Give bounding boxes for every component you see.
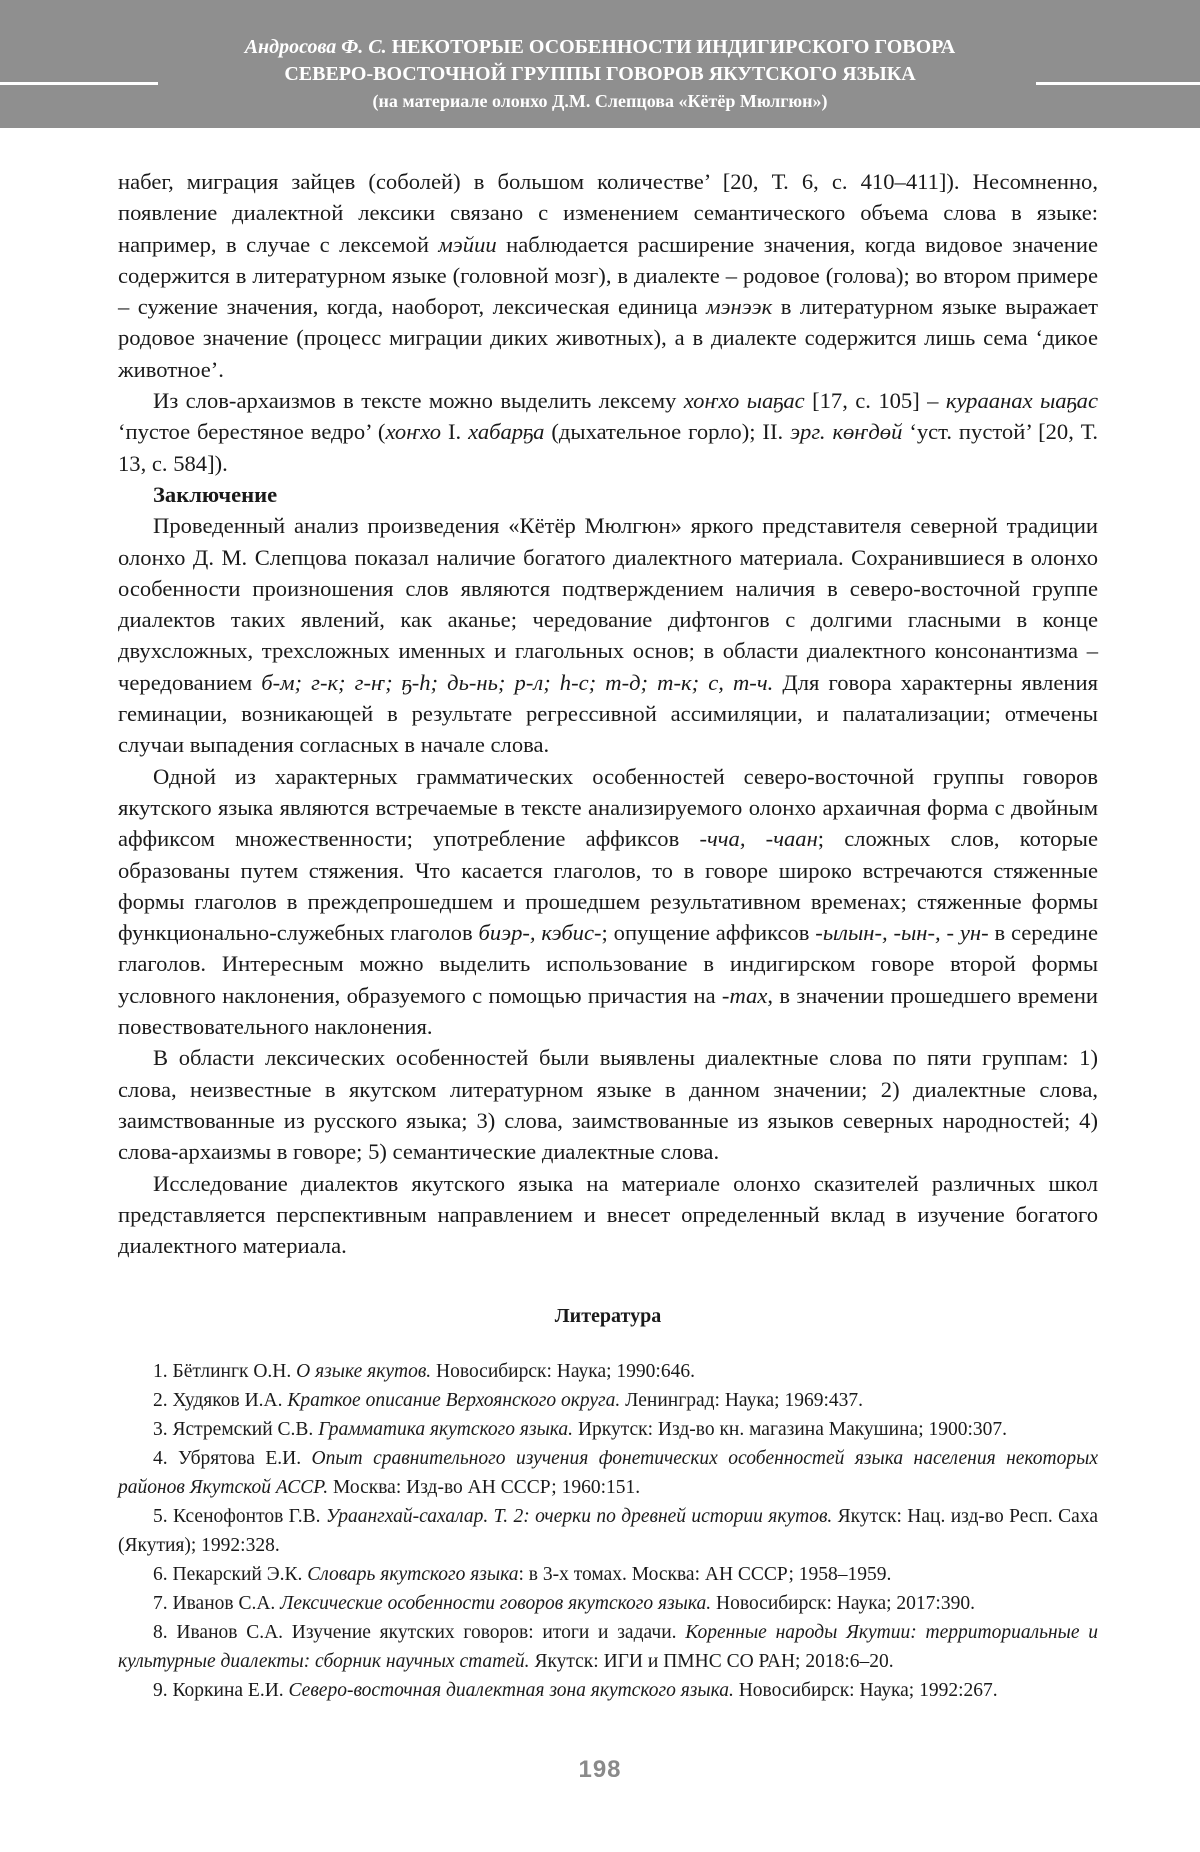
header-title-line1: Андросова Ф. С. НЕКОТОРЫЕ ОСОБЕННОСТИ ИНДИГИРСКОГО ГОВОРА (244, 36, 956, 58)
header-rule-left (0, 82, 158, 85)
header-title-line3: (на материале олонхо Д.М. Слепцова «Кётёр Мюлгюн») (372, 91, 828, 111)
reference-item: 6. Пекарский Э.К. Словарь якутского языка: в 3-х томах. Москва: АН СССР; 1958–1959. (153, 1563, 892, 1585)
reference-item: 7. Иванов С.А. Лексические особенности говоров якутского языка. Новосибирск: Наука; 2017:390. (153, 1592, 975, 1614)
reference-item: 9. Коркина Е.И. Северо-восточная диалектная зона якутского языка. Новосибирск: Наука; 1992:267. (153, 1679, 998, 1701)
paragraph-4: Одной из характерных грамматических особенностей северо-восточной группы говоров якутского языка являются встречаемые в тексте анализируемого олонхо архаичная форма с двойным аффиксом множественности; употребление аффиксов -чча, -чаан; сложных слов, которые образованы путем стяжения. Что касается глаголов, то в говоре широко встречаются стяженные формы глаголов в преждепрошедшем и прошедшем результативном временах; стяженные формы функционально-служебных глаголов биэр-, кэбис-; опущение аффиксов -ылын-, -ын-, - ун- в середине глаголов. Интересным можно выделить использование в индигирском говоре второй формы условного наклонения, образуемого с помощью причастия на -тах, в значении прошедшего времени повествовательного наклонения. (118, 763, 1099, 1040)
reference-item: 8. Иванов С.А. Изучение якутских говоров: итоги и задачи. Коренные народы Якутии: территориальные и культурные диалекты: сборник научных статей. Якутск: ИГИ и ПМНС СО РАН; 2018:6–20. (118, 1621, 1098, 1672)
paragraph-3: Проведенный анализ произведения «Кётёр Мюлгюн» яркого представителя северной традиции олонхо Д. М. Слепцова показал наличие богатого диалектного материала. Сохранившиеся в олонхо особенности произношения слов являются подтверждением наличия в северо-восточной группе диалектов таких явлений, как аканье; чередование дифтонгов с долгими гласными в конце двухсложных, трехсложных именных и глагольных основ; в области диалектного консонантизма – чередованием б-м; г-к; г-ҥ; ҕ-һ; дь-нь; р-л; һ-с; т-д; т-к; с, т-ч. Для говора характерны явления геминации, возникающей в результате регрессивной ассимиляции, и палатализации; отмечены случаи выпадения согласных в начале слова. (118, 513, 1098, 758)
page-number: 198 (578, 1756, 622, 1783)
header-rule-right (1036, 82, 1200, 85)
running-header (0, 0, 1200, 128)
article-body (118, 166, 1098, 1705)
reference-list (118, 1357, 1098, 1705)
literature-title: Литература (554, 1305, 662, 1328)
header-title-line2: СЕВЕРО-ВОСТОЧНОЙ ГРУППЫ ГОВОРОВ ЯКУТСКОГО ЯЗЫКА (284, 63, 916, 85)
paragraph-1: набег, миграция зайцев (соболей) в большом количестве’ [20, Т. 6, с. 410–411]). Несомненно, появление диалектной лексики связано с изменением семантического объема слова в языке: например, в случае с лексемой мэйии наблюдается расширение значения, когда видовое значение содержится в литературном языке (головной мозг), в диалекте – родовое (голова); во втором примере – сужение значения, когда, наоборот, лексическая единица мэнээк в литературном языке выражает родовое значение (процесс миграции диких животных), а в диалекте содержится лишь сема ‘дикое животное’. (118, 169, 1099, 382)
reference-item: 2. Худяков И.А. Краткое описание Верхоянского округа. Ленинград: Наука; 1969:437. (153, 1389, 863, 1411)
reference-item: 1. Бётлингк О.Н. О языке якутов. Новосибирск: Наука; 1990:646. (153, 1360, 695, 1382)
reference-item: 3. Ястремский С.В. Грамматика якутского языка. Иркутск: Изд-во кн. магазина Макушина; 1900:307. (153, 1418, 1008, 1440)
reference-item: 4. Убрятова Е.И. Опыт сравнительного изучения фонетических особенностей языка населения некоторых районов Якутской АССР. Москва: Изд-во АН СССР; 1960:151. (118, 1447, 1098, 1498)
paragraph-5: В области лексических особенностей были выявлены диалектные слова по пяти группам: 1) слова, неизвестные в якутском литературном языке в данном значении; 2) диалектные слова, заимствованные из русского языка; 3) слова, заимствованные из языков северных народностей; 4) слова-архаизмы в говоре; 5) семантические диалектные слова. (118, 1045, 1098, 1165)
section-heading: Заключение (153, 481, 278, 507)
header-title-block (170, 34, 1030, 115)
paragraph-2: Из слов-архаизмов в тексте можно выделить лексему хоҥхо ыаҕас [17, с. 105] – кураанах ыаҕас ‘пустое берестяное ведро’ (хоҥхо I. хабарҕа (дыхательное горло); II. эрг. көҥдөй ‘уст. пустой’ [20, Т. 13, с. 584]). (118, 388, 1098, 476)
paragraph-6: Исследование диалектов якутского языка на материале олонхо сказителей различных школ представляется перспективным направлением и внесет определенный вклад в изучение богатого диалектного материала. (118, 1170, 1098, 1259)
header-author: Андросова Ф. С. (244, 36, 387, 58)
reference-item: 5. Ксенофонтов Г.В. Ураангхай-сахалар. Т. 2: очерки по древней истории якутов. Якутск: Нац. изд-во Респ. Саха (Якутия); 1992:328. (118, 1505, 1098, 1556)
